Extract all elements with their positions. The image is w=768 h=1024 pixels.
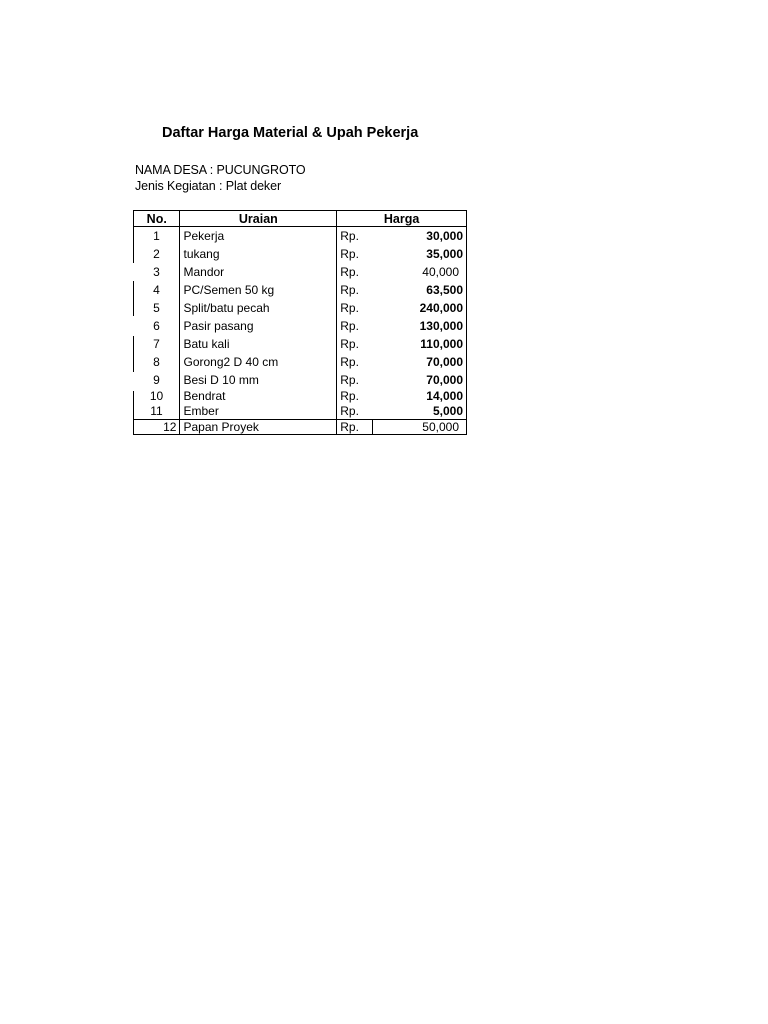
row-uraian: Pasir pasang [180, 317, 337, 335]
row-currency: Rp. [340, 247, 359, 261]
row-no: 12 [134, 420, 180, 435]
table-row [134, 353, 467, 371]
row-currency: Rp. [340, 355, 359, 369]
row-uraian: Split/batu pecah [180, 299, 337, 317]
row-harga: 50,000 [372, 420, 466, 435]
left-border-mark [133, 281, 134, 316]
row-no: 5 [153, 301, 160, 315]
row-currency: Rp. [340, 337, 359, 351]
table-row [134, 389, 467, 404]
row-no: 3 [153, 265, 160, 279]
row-currency: Rp. [340, 404, 359, 418]
row-harga: 14,000 [372, 389, 466, 404]
row-currency: Rp. [340, 229, 359, 243]
table-row [134, 420, 467, 435]
table-row [134, 317, 467, 335]
row-harga: 110,000 [372, 335, 466, 353]
row-uraian: tukang [180, 245, 337, 263]
row-no: 9 [153, 373, 160, 387]
row-no: 6 [153, 319, 160, 333]
table-row [134, 263, 467, 281]
row-currency: Rp. [340, 283, 359, 297]
row-harga: 5,000 [372, 404, 466, 420]
row-harga: 240,000 [372, 299, 466, 317]
row-no: 11 [150, 404, 163, 418]
row-currency: Rp. [340, 301, 359, 315]
header-harga: Harga [337, 211, 467, 227]
left-border-mark [133, 336, 134, 372]
table-header-row [134, 211, 467, 227]
row-currency: Rp. [340, 389, 359, 403]
row-uraian: Batu kali [180, 335, 337, 353]
price-table [133, 210, 467, 435]
row-no: 1 [153, 229, 160, 243]
row-no: 10 [149, 389, 164, 403]
row-no: 2 [153, 247, 160, 261]
row-currency: Rp. [340, 265, 359, 279]
row-uraian: Papan Proyek [180, 420, 337, 435]
table-row [134, 335, 467, 353]
row-currency: Rp. [340, 319, 359, 333]
row-uraian: Gorong2 D 40 cm [180, 353, 337, 371]
row-no: 8 [153, 355, 160, 369]
row-currency: Rp. [337, 420, 373, 435]
header-uraian: Uraian [180, 211, 337, 227]
row-uraian: PC/Semen 50 kg [180, 281, 337, 299]
row-harga: 70,000 [372, 353, 466, 371]
table-row [134, 281, 467, 299]
row-harga: 40,000 [372, 263, 466, 281]
desa-line: NAMA DESA : PUCUNGROTO [135, 163, 306, 177]
row-no: 7 [153, 337, 160, 351]
row-no: 4 [153, 283, 160, 297]
header-no: No. [134, 211, 180, 227]
table-row [134, 227, 467, 246]
row-uraian: Besi D 10 mm [180, 371, 337, 389]
table-row [134, 299, 467, 317]
table-row [134, 404, 467, 420]
left-border-mark [133, 391, 134, 421]
kegiatan-line: Jenis Kegiatan : Plat deker [135, 179, 282, 193]
page-title: Daftar Harga Material & Upah Pekerja [162, 125, 419, 141]
row-harga: 130,000 [372, 317, 466, 335]
row-harga: 30,000 [372, 227, 466, 246]
row-currency: Rp. [340, 373, 359, 387]
row-uraian: Mandor [180, 263, 337, 281]
row-uraian: Bendrat [180, 389, 337, 404]
row-harga: 63,500 [372, 281, 466, 299]
row-harga: 70,000 [372, 371, 466, 389]
left-border-mark [133, 226, 134, 263]
row-uraian: Ember [180, 404, 337, 420]
row-harga: 35,000 [372, 245, 466, 263]
table-row [134, 371, 467, 389]
row-uraian: Pekerja [180, 227, 337, 246]
table-row [134, 245, 467, 263]
